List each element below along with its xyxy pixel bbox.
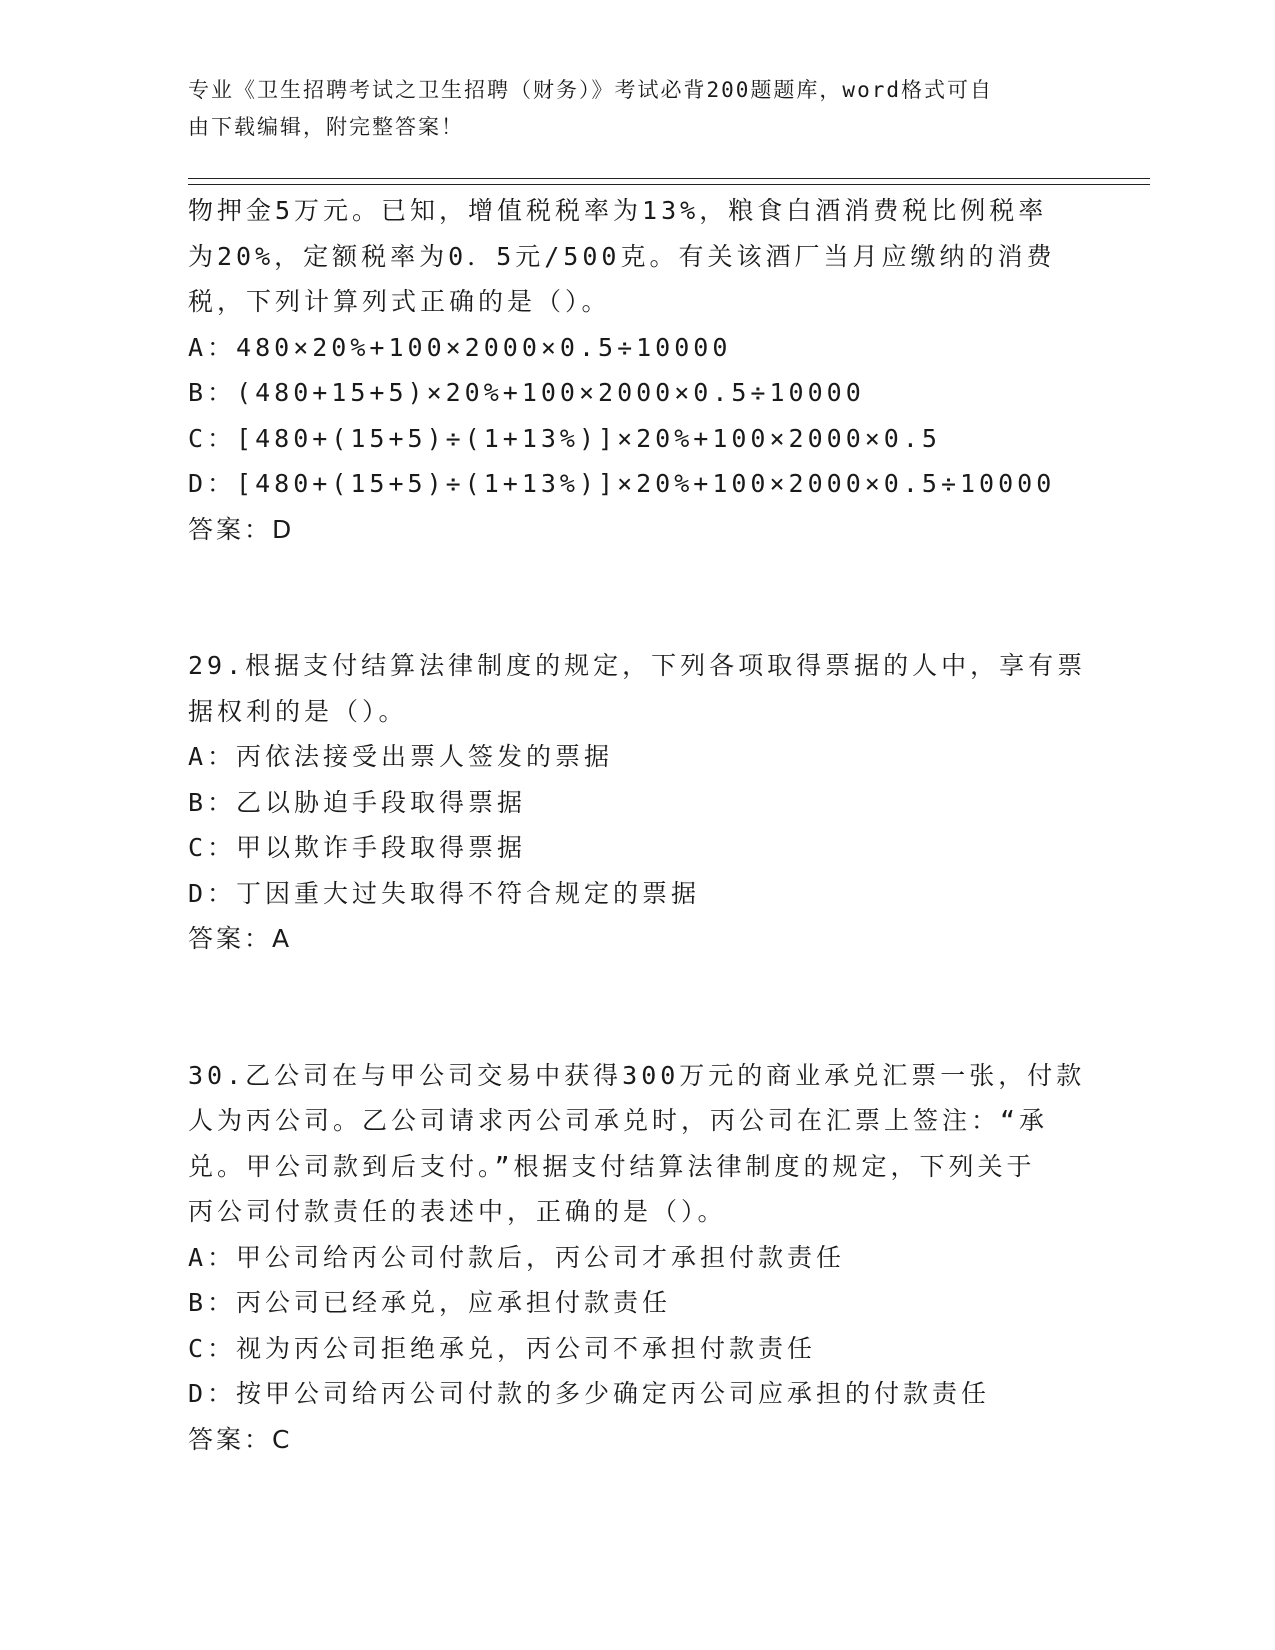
question-28	[188, 188, 1088, 552]
question-spacer	[188, 552, 1088, 643]
question-text-line: 兑。甲公司款到后支付。”根据支付结算法律制度的规定，下列关于	[188, 1151, 1036, 1181]
question-text-line: 为20%，定额税率为0．5元/500克。有关该酒厂当月应缴纳的消费	[188, 241, 1056, 271]
option-a: A：甲公司给丙公司付款后，丙公司才承担付款责任	[188, 1242, 846, 1272]
option-d: D：丁因重大过失取得不符合规定的票据	[188, 878, 701, 908]
option-a: A：480×20%+100×2000×0.5÷10000	[188, 332, 732, 362]
question-29	[188, 643, 1088, 962]
answer-label: 答案：C	[188, 1424, 293, 1454]
header-divider-bottom	[188, 184, 1150, 185]
option-b: B：丙公司已经承兑，应承担付款责任	[188, 1288, 672, 1317]
question-text-line: 物押金5万元。已知，增值税税率为13%，粮食白酒消费税比例税率	[188, 196, 1048, 225]
question-30	[188, 1053, 1088, 1463]
option-c: C：甲以欺诈手段取得票据	[188, 833, 527, 862]
question-text-line: 人为丙公司。乙公司请求丙公司承兑时，丙公司在汇票上签注：“承	[188, 1106, 1049, 1135]
question-text-line: 30.乙公司在与甲公司交易中获得300万元的商业承兑汇票一张，付款	[188, 1060, 1086, 1090]
option-c: C：[480+(15+5)÷(1+13%)]×20%+100×2000×0.5	[188, 423, 941, 453]
option-d: D：按甲公司给丙公司付款的多少确定丙公司应承担的付款责任	[188, 1379, 991, 1408]
question-text-line: 29.根据支付结算法律制度的规定，下列各项取得票据的人中，享有票	[188, 651, 1087, 680]
answer-label: 答案：D	[188, 514, 295, 544]
question-text-line: 税，下列计算列式正确的是（）。	[188, 287, 611, 316]
question-text-line: 丙公司付款责任的表述中，正确的是（）。	[188, 1197, 727, 1226]
document-header	[188, 72, 1068, 146]
header-divider-top	[188, 178, 1150, 179]
option-b: B：乙以胁迫手段取得票据	[188, 787, 527, 817]
option-c: C：视为丙公司拒绝承兑，丙公司不承担付款责任	[188, 1333, 817, 1363]
option-a: A：丙依法接受出票人签发的票据	[188, 742, 614, 771]
header-line-1: 专业《卫生招聘考试之卫生招聘（财务）》考试必背200题题库，word格式可自	[188, 78, 993, 102]
question-text-line: 据权利的是（）。	[188, 696, 408, 726]
header-line-2: 由下载编辑，附完整答案！	[188, 115, 464, 139]
option-b: B：(480+15+5)×20%+100×2000×0.5÷10000	[188, 378, 865, 407]
option-d: D：[480+(15+5)÷(1+13%)]×20%+100×2000×0.5÷10000	[188, 469, 1056, 498]
answer-label: 答案：A	[188, 924, 293, 953]
question-list	[188, 188, 1088, 1462]
question-spacer	[188, 962, 1088, 1053]
